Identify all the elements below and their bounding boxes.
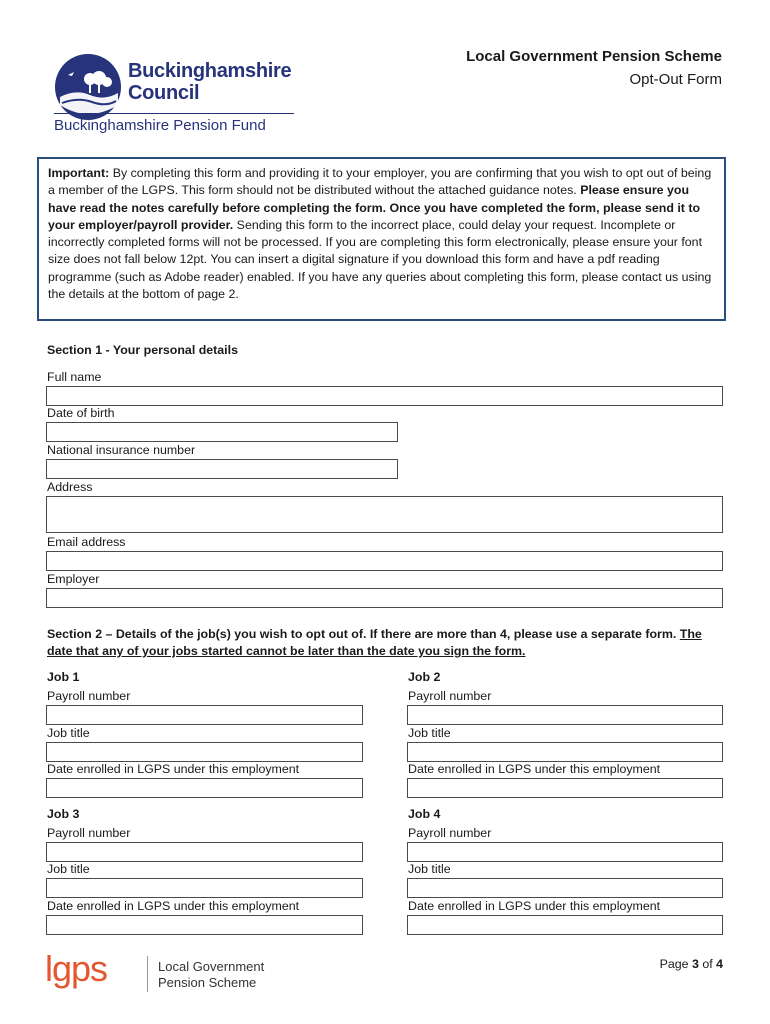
section2-underlined-text: The date that any of your jobs started cannot be later than the date you sign the form. bbox=[47, 627, 702, 658]
lgps-logo-icon bbox=[45, 953, 140, 993]
lgps-name-line2: Pension Scheme bbox=[158, 975, 257, 990]
employer-input[interactable] bbox=[46, 588, 723, 608]
job4-jobtitle-label: Job title bbox=[408, 862, 451, 876]
important-label: Important: bbox=[48, 166, 110, 180]
job3-payroll-label: Payroll number bbox=[47, 826, 131, 840]
job2-jobtitle-label: Job title bbox=[408, 726, 451, 740]
dob-input[interactable] bbox=[46, 422, 398, 442]
job4-title: Job 4 bbox=[408, 807, 441, 821]
job1-jobtitle-input[interactable] bbox=[46, 742, 363, 762]
fund-name: Buckinghamshire Pension Fund bbox=[54, 117, 266, 134]
job4-payroll-input[interactable] bbox=[407, 842, 723, 862]
job2-title: Job 2 bbox=[408, 670, 441, 684]
job1-title: Job 1 bbox=[47, 670, 80, 684]
footer-divider bbox=[147, 956, 148, 992]
job3-jobtitle-label: Job title bbox=[47, 862, 90, 876]
job4-enrolled-label: Date enrolled in LGPS under this employment bbox=[408, 899, 661, 913]
important-text-2: Sending this form to the incorrect place, could delay your request. Incomplete or incorrectly completed forms will not be processed. If you are completing this form electronically, please ensure your font size does not fall below 12pt. You can insert a digital signature if you download this form and have a pdf reading programme (such as Adobe reader) enabled. If you have any queries about completing this form, please contact us using the details at the bottom of page 2. bbox=[48, 217, 712, 302]
council-name bbox=[128, 60, 291, 104]
job4-payroll-label: Payroll number bbox=[408, 826, 492, 840]
email-input[interactable] bbox=[46, 551, 723, 571]
logo-divider bbox=[54, 113, 294, 114]
job3-title: Job 3 bbox=[47, 807, 80, 821]
page-current: 3 bbox=[691, 957, 699, 971]
document-title: Local Government Pension Scheme bbox=[466, 48, 722, 65]
council-name-line1: Buckinghamshire bbox=[128, 60, 292, 82]
job1-payroll-input[interactable] bbox=[46, 705, 363, 725]
job1-jobtitle-label: Job title bbox=[47, 726, 90, 740]
lgps-name bbox=[158, 959, 264, 991]
page-total: 4 bbox=[716, 957, 723, 971]
employer-label: Employer bbox=[47, 572, 100, 586]
job3-enrolled-input[interactable] bbox=[46, 915, 363, 935]
job3-enrolled-label: Date enrolled in LGPS under this employment bbox=[47, 899, 300, 913]
dob-label: Date of birth bbox=[47, 406, 115, 420]
page-of: of bbox=[698, 957, 717, 971]
ni-label: National insurance number bbox=[47, 443, 196, 457]
job1-enrolled-label: Date enrolled in LGPS under this employment bbox=[47, 762, 300, 776]
ni-input[interactable] bbox=[46, 459, 398, 479]
job1-enrolled-input[interactable] bbox=[46, 778, 363, 798]
job1-payroll-label: Payroll number bbox=[47, 689, 131, 703]
job2-jobtitle-input[interactable] bbox=[407, 742, 723, 762]
address-label: Address bbox=[47, 480, 93, 494]
job4-enrolled-input[interactable] bbox=[407, 915, 723, 935]
important-text-1: By completing this form and providing it to your employer, you are confirming that you wish to opt out of being a member of the LGPS. This form should not be distributed without the attached guidance notes. bbox=[48, 166, 712, 198]
address-input[interactable] bbox=[46, 496, 723, 533]
document-subtitle: Opt-Out Form bbox=[629, 71, 722, 88]
council-logo-icon bbox=[54, 53, 122, 121]
lgps-logo-text: lgps bbox=[45, 953, 108, 989]
job2-payroll-label: Payroll number bbox=[408, 689, 492, 703]
job3-jobtitle-input[interactable] bbox=[46, 878, 363, 898]
email-label: Email address bbox=[47, 535, 126, 549]
job2-enrolled-label: Date enrolled in LGPS under this employment bbox=[408, 762, 661, 776]
job4-jobtitle-input[interactable] bbox=[407, 878, 723, 898]
lgps-name-line1: Local Government bbox=[158, 959, 265, 974]
job2-payroll-input[interactable] bbox=[407, 705, 723, 725]
page-number bbox=[660, 957, 723, 971]
full-name-input[interactable] bbox=[46, 386, 723, 406]
job2-enrolled-input[interactable] bbox=[407, 778, 723, 798]
section1-heading: Section 1 - Your personal details bbox=[47, 343, 238, 357]
job3-payroll-input[interactable] bbox=[46, 842, 363, 862]
important-notice bbox=[37, 157, 726, 321]
section2-heading bbox=[47, 626, 727, 660]
section2-heading-text: Section 2 – Details of the job(s) you wish to opt out of. If there are more than 4, please use a separate form. bbox=[47, 627, 677, 641]
full-name-label: Full name bbox=[47, 370, 102, 384]
important-bold-text: Please ensure you have read the notes carefully before completing the form. Once you have completed the form, please send it to your employer/payroll provider. bbox=[48, 183, 701, 232]
council-name-line2: Council bbox=[128, 82, 200, 104]
page-prefix: Page bbox=[659, 957, 692, 971]
